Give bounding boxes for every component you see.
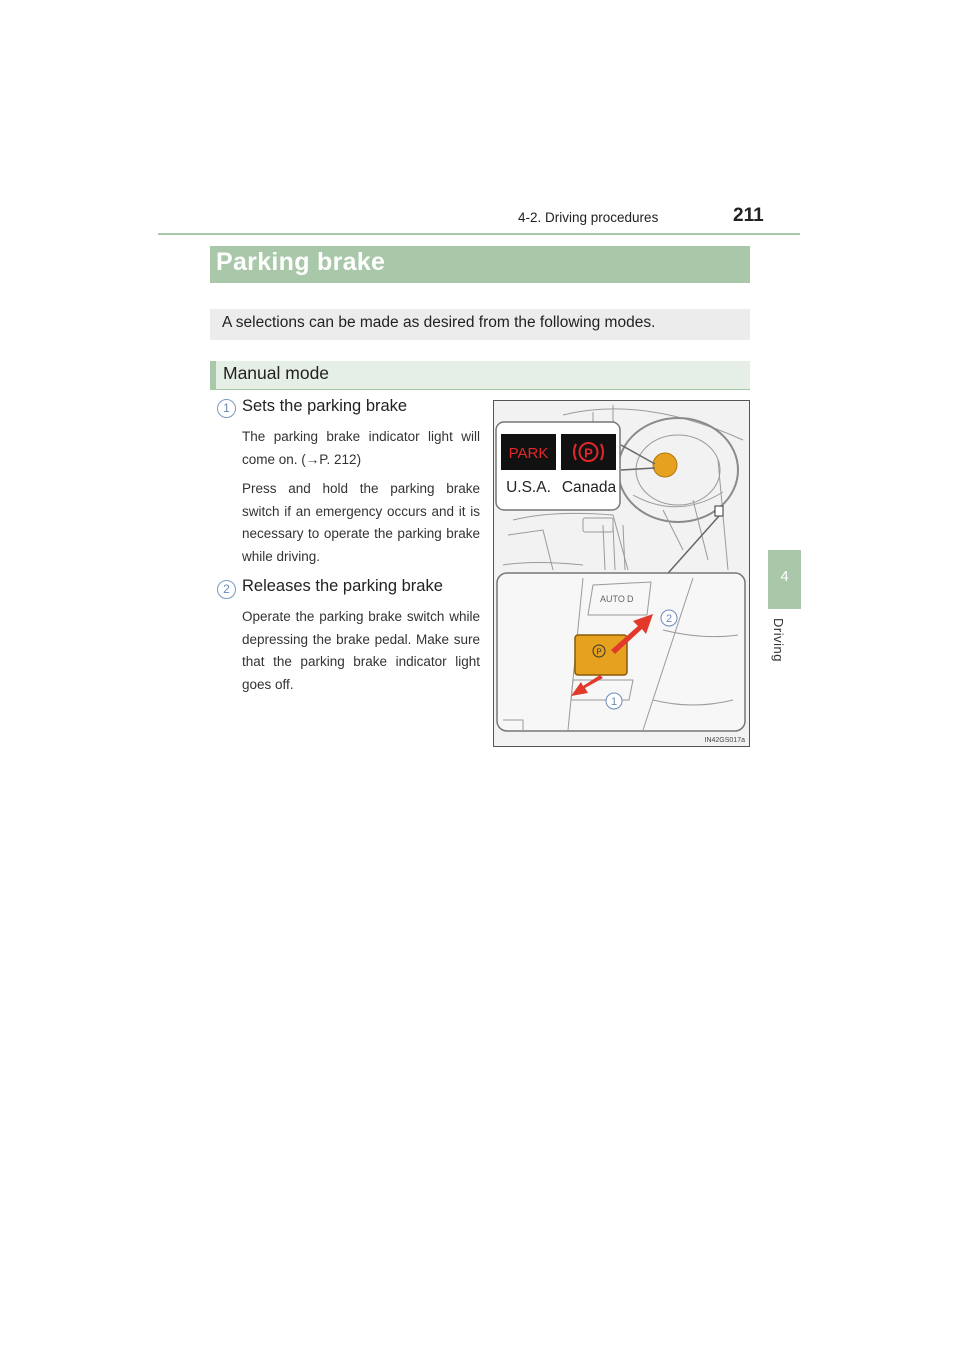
title-band	[210, 246, 750, 283]
step-1-title: Sets the parking brake	[242, 397, 408, 415]
step-2-title: Releases the parking brake	[242, 577, 443, 595]
heading-accent-bar	[210, 361, 216, 389]
intro-box	[210, 309, 750, 340]
callout-1-number: 1	[610, 696, 618, 708]
switch-position-marker	[715, 506, 723, 516]
park-indicator-text: PARK	[508, 445, 549, 462]
page-number: 211	[733, 205, 764, 226]
section-header: 4-2. Driving procedures	[518, 210, 659, 225]
manual-mode-heading: Manual mode	[223, 363, 330, 383]
switch-p-letter: P	[596, 647, 602, 657]
callout-2-number: 2	[665, 613, 673, 625]
manual-mode-heading-band	[210, 361, 750, 390]
header-rule	[158, 233, 800, 235]
label-usa: U.S.A.	[506, 479, 551, 496]
label-canada: Canada	[561, 479, 617, 496]
parking-brake-illustration	[493, 400, 750, 747]
switch-auto-label: AUTO	[600, 594, 625, 604]
step-2-paragraph-1: Operate the parking brake switch while depressing the brake pedal. Make sure that the parking brake indicator light goes off.	[242, 609, 480, 692]
intro-text: A selections can be made as desired from the following modes.	[222, 314, 656, 331]
step-1-paragraph-1: The parking brake indicator light will come on. (→P. 212)	[242, 429, 480, 467]
chapter-tab-label: Driving	[771, 618, 786, 662]
step-1-paragraph-2: Press and hold the parking brake switch if an emergency occurs and it is necessary to operate the parking brake while driving.	[242, 481, 480, 564]
page-title: Parking brake	[216, 248, 386, 276]
chapter-tab[interactable]	[768, 550, 801, 609]
canada-indicator-letter: P	[584, 445, 593, 461]
chapter-tab-number: 4	[780, 568, 789, 585]
switch-d-label: D	[627, 594, 634, 604]
figure-code: IN42GS017a	[704, 737, 745, 744]
step-1-number: 1	[217, 399, 236, 418]
step-2-number: 2	[217, 580, 236, 599]
switch-location-marker	[653, 453, 677, 477]
